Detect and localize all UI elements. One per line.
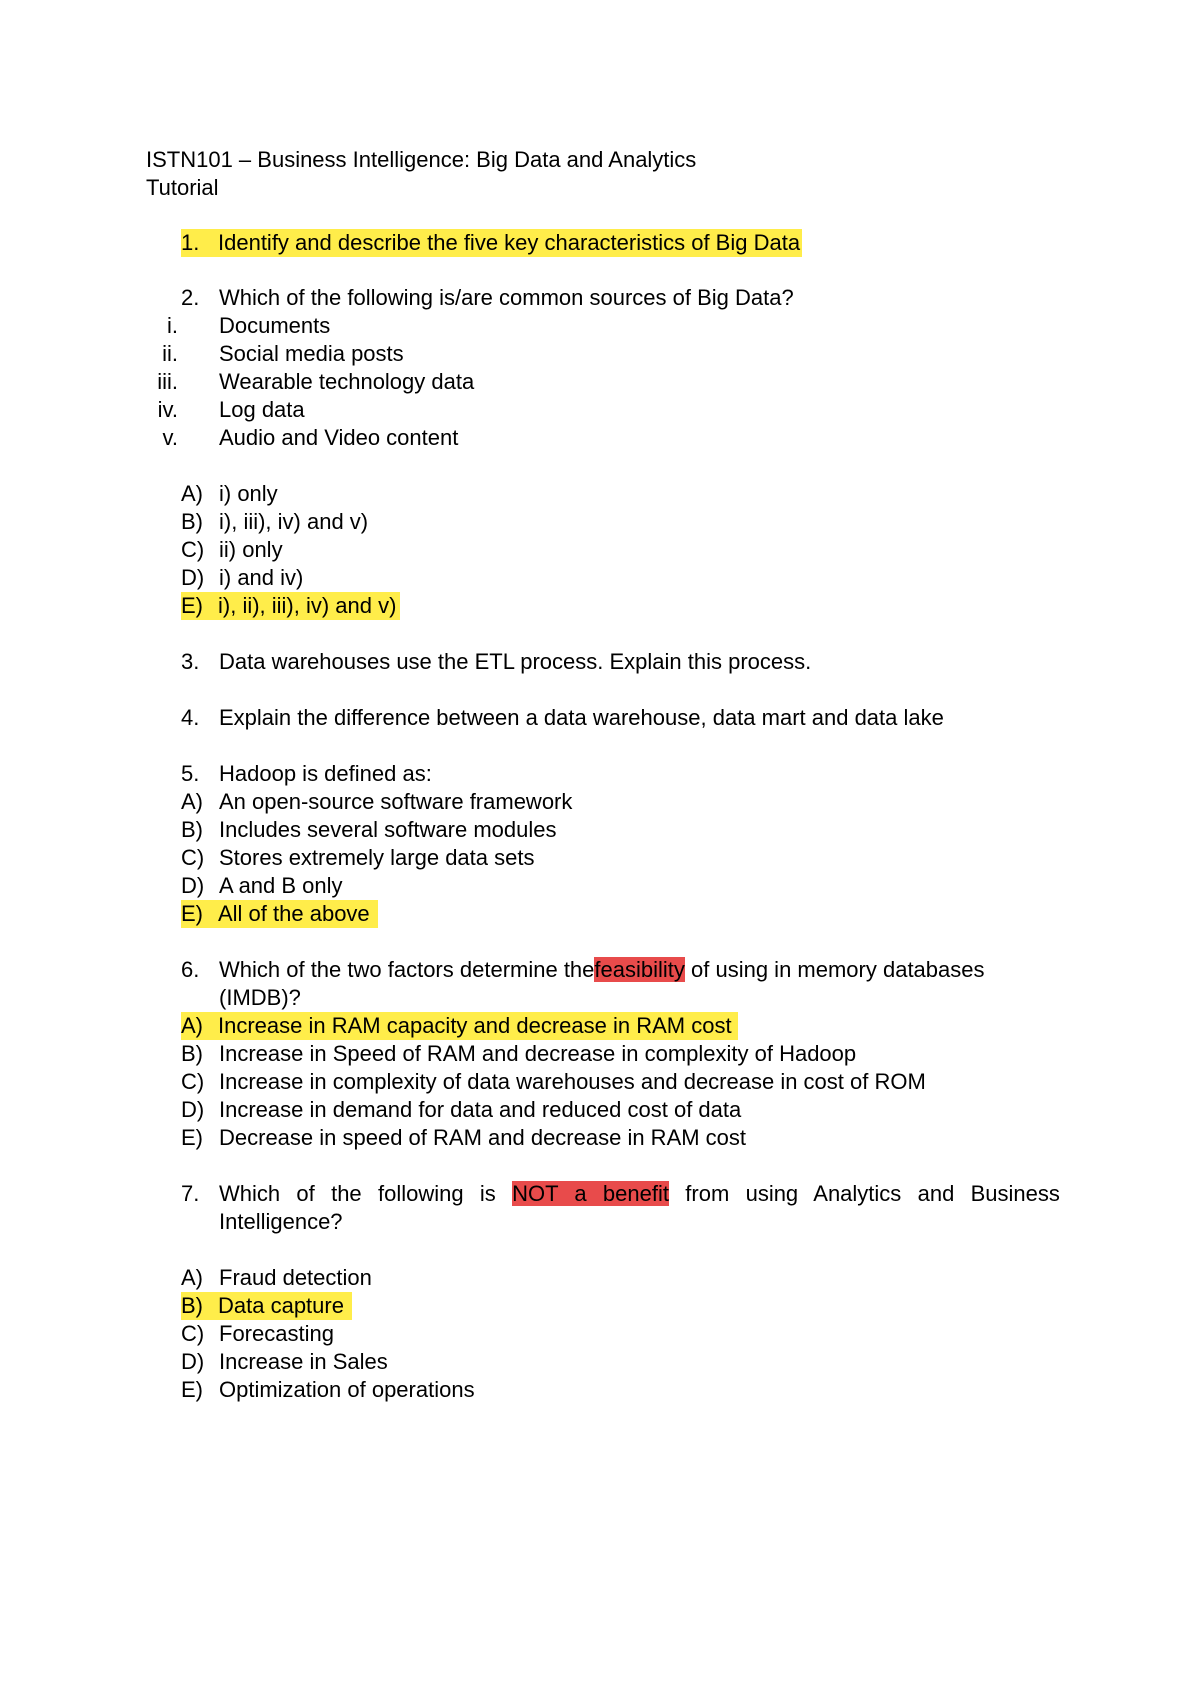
option-letter: A) (181, 1013, 203, 1038)
option-text: An open-source software framework (219, 789, 573, 814)
option-letter: E) (181, 901, 203, 926)
option-text: Optimization of operations (219, 1377, 475, 1402)
question-6-number: 6. (181, 957, 200, 982)
option-letter: B) (181, 817, 203, 842)
question-word: following (377, 1181, 464, 1206)
option-letter: E) (181, 1125, 203, 1150)
option-letter: A) (181, 481, 203, 506)
option-letter: C) (181, 537, 205, 562)
option-text: i), ii), iii), iv) and v) (218, 593, 397, 618)
option-text: Increase in complexity of data warehouses and decrease in cost of ROM (219, 1069, 926, 1094)
question-2-number: 2. (181, 285, 200, 310)
document-title: ISTN101 – Business Intelligence: Big Data and Analytics (146, 147, 697, 172)
roman-number: ii. (162, 341, 178, 366)
correct-option (181, 900, 378, 928)
option-letter: B) (181, 1041, 203, 1066)
question-number: 1. (181, 230, 200, 255)
question-word: from (685, 1181, 730, 1206)
list-item: Log data (219, 397, 305, 422)
list-item: Audio and Video content (219, 425, 459, 450)
question-text-part: Which of the two factors determine the (219, 957, 595, 982)
question-5-text: Hadoop is defined as: (219, 761, 432, 786)
option-text: All of the above (218, 901, 370, 926)
correct-option (181, 592, 400, 620)
option-letter: A) (181, 1265, 203, 1290)
option-letter: B) (181, 509, 203, 534)
roman-number: v. (162, 425, 178, 450)
question-2-text: Which of the following is/are common sources of Big Data? (219, 285, 794, 310)
question-word: Which (219, 1181, 281, 1206)
option-letter: C) (181, 1069, 205, 1094)
question-3-number: 3. (181, 649, 200, 674)
option-text: i), iii), iv) and v) (219, 509, 369, 534)
list-item: Wearable technology data (219, 369, 475, 394)
option-letter: D) (181, 565, 205, 590)
roman-number: iii. (157, 369, 178, 394)
option-text: i) and iv) (219, 565, 304, 590)
question-word: using (745, 1181, 799, 1206)
question-6-text-line2: (IMDB)? (219, 985, 301, 1010)
option-text: Forecasting (219, 1321, 334, 1346)
question-word: Analytics (813, 1181, 902, 1206)
correct-option (181, 1012, 738, 1040)
question-7-number: 7. (181, 1181, 200, 1206)
question-word: Business (970, 1181, 1060, 1206)
option-text: ii) only (219, 537, 283, 562)
question-4-number: 4. (181, 705, 200, 730)
roman-number: i. (167, 313, 178, 338)
option-text: A and B only (219, 873, 343, 898)
document-subtitle: Tutorial (146, 175, 219, 200)
question-6-text (219, 956, 985, 984)
option-letter: E) (181, 593, 203, 618)
roman-number: iv. (157, 397, 178, 422)
option-letter: D) (181, 1097, 205, 1122)
question-5-number: 5. (181, 761, 200, 786)
highlighted-term: feasibility (594, 957, 685, 982)
question-7-text-line2: Intelligence? (219, 1209, 343, 1234)
option-text: Stores extremely large data sets (219, 845, 535, 870)
option-letter: D) (181, 1349, 205, 1374)
option-text: Decrease in speed of RAM and decrease in RAM cost (219, 1125, 747, 1150)
option-letter: A) (181, 789, 203, 814)
question-text: Identify and describe the five key characteristics of Big Data (218, 230, 801, 255)
question-word: of (296, 1181, 315, 1206)
option-text: Fraud detection (219, 1265, 372, 1290)
option-letter: C) (181, 845, 205, 870)
option-letter: E) (181, 1377, 203, 1402)
question-3-text: Data warehouses use the ETL process. Explain this process. (219, 649, 812, 674)
option-text: Increase in demand for data and reduced cost of data (219, 1097, 742, 1122)
option-text: Increase in Sales (219, 1349, 388, 1374)
list-item: Social media posts (219, 341, 404, 366)
option-text: Includes several software modules (219, 817, 557, 842)
option-letter: D) (181, 873, 205, 898)
option-text: Increase in RAM capacity and decrease in RAM cost (218, 1013, 732, 1038)
question-word: the (331, 1181, 362, 1206)
option-text: Increase in Speed of RAM and decrease in complexity of Hadoop (219, 1041, 857, 1066)
highlighted-term: NOT a benefit (512, 1181, 669, 1206)
question-7-text (219, 1180, 1060, 1208)
question-4-text: Explain the difference between a data warehouse, data mart and data lake (219, 705, 944, 730)
option-text: i) only (219, 481, 278, 506)
option-letter: C) (181, 1321, 205, 1346)
question-1 (181, 229, 802, 257)
list-item: Documents (219, 313, 331, 338)
option-letter: B) (181, 1293, 203, 1318)
question-word: and (917, 1181, 955, 1206)
option-text: Data capture (218, 1293, 344, 1318)
question-text-part: of using in memory databases (691, 957, 985, 982)
correct-option (181, 1292, 352, 1320)
question-word: is (479, 1181, 496, 1206)
